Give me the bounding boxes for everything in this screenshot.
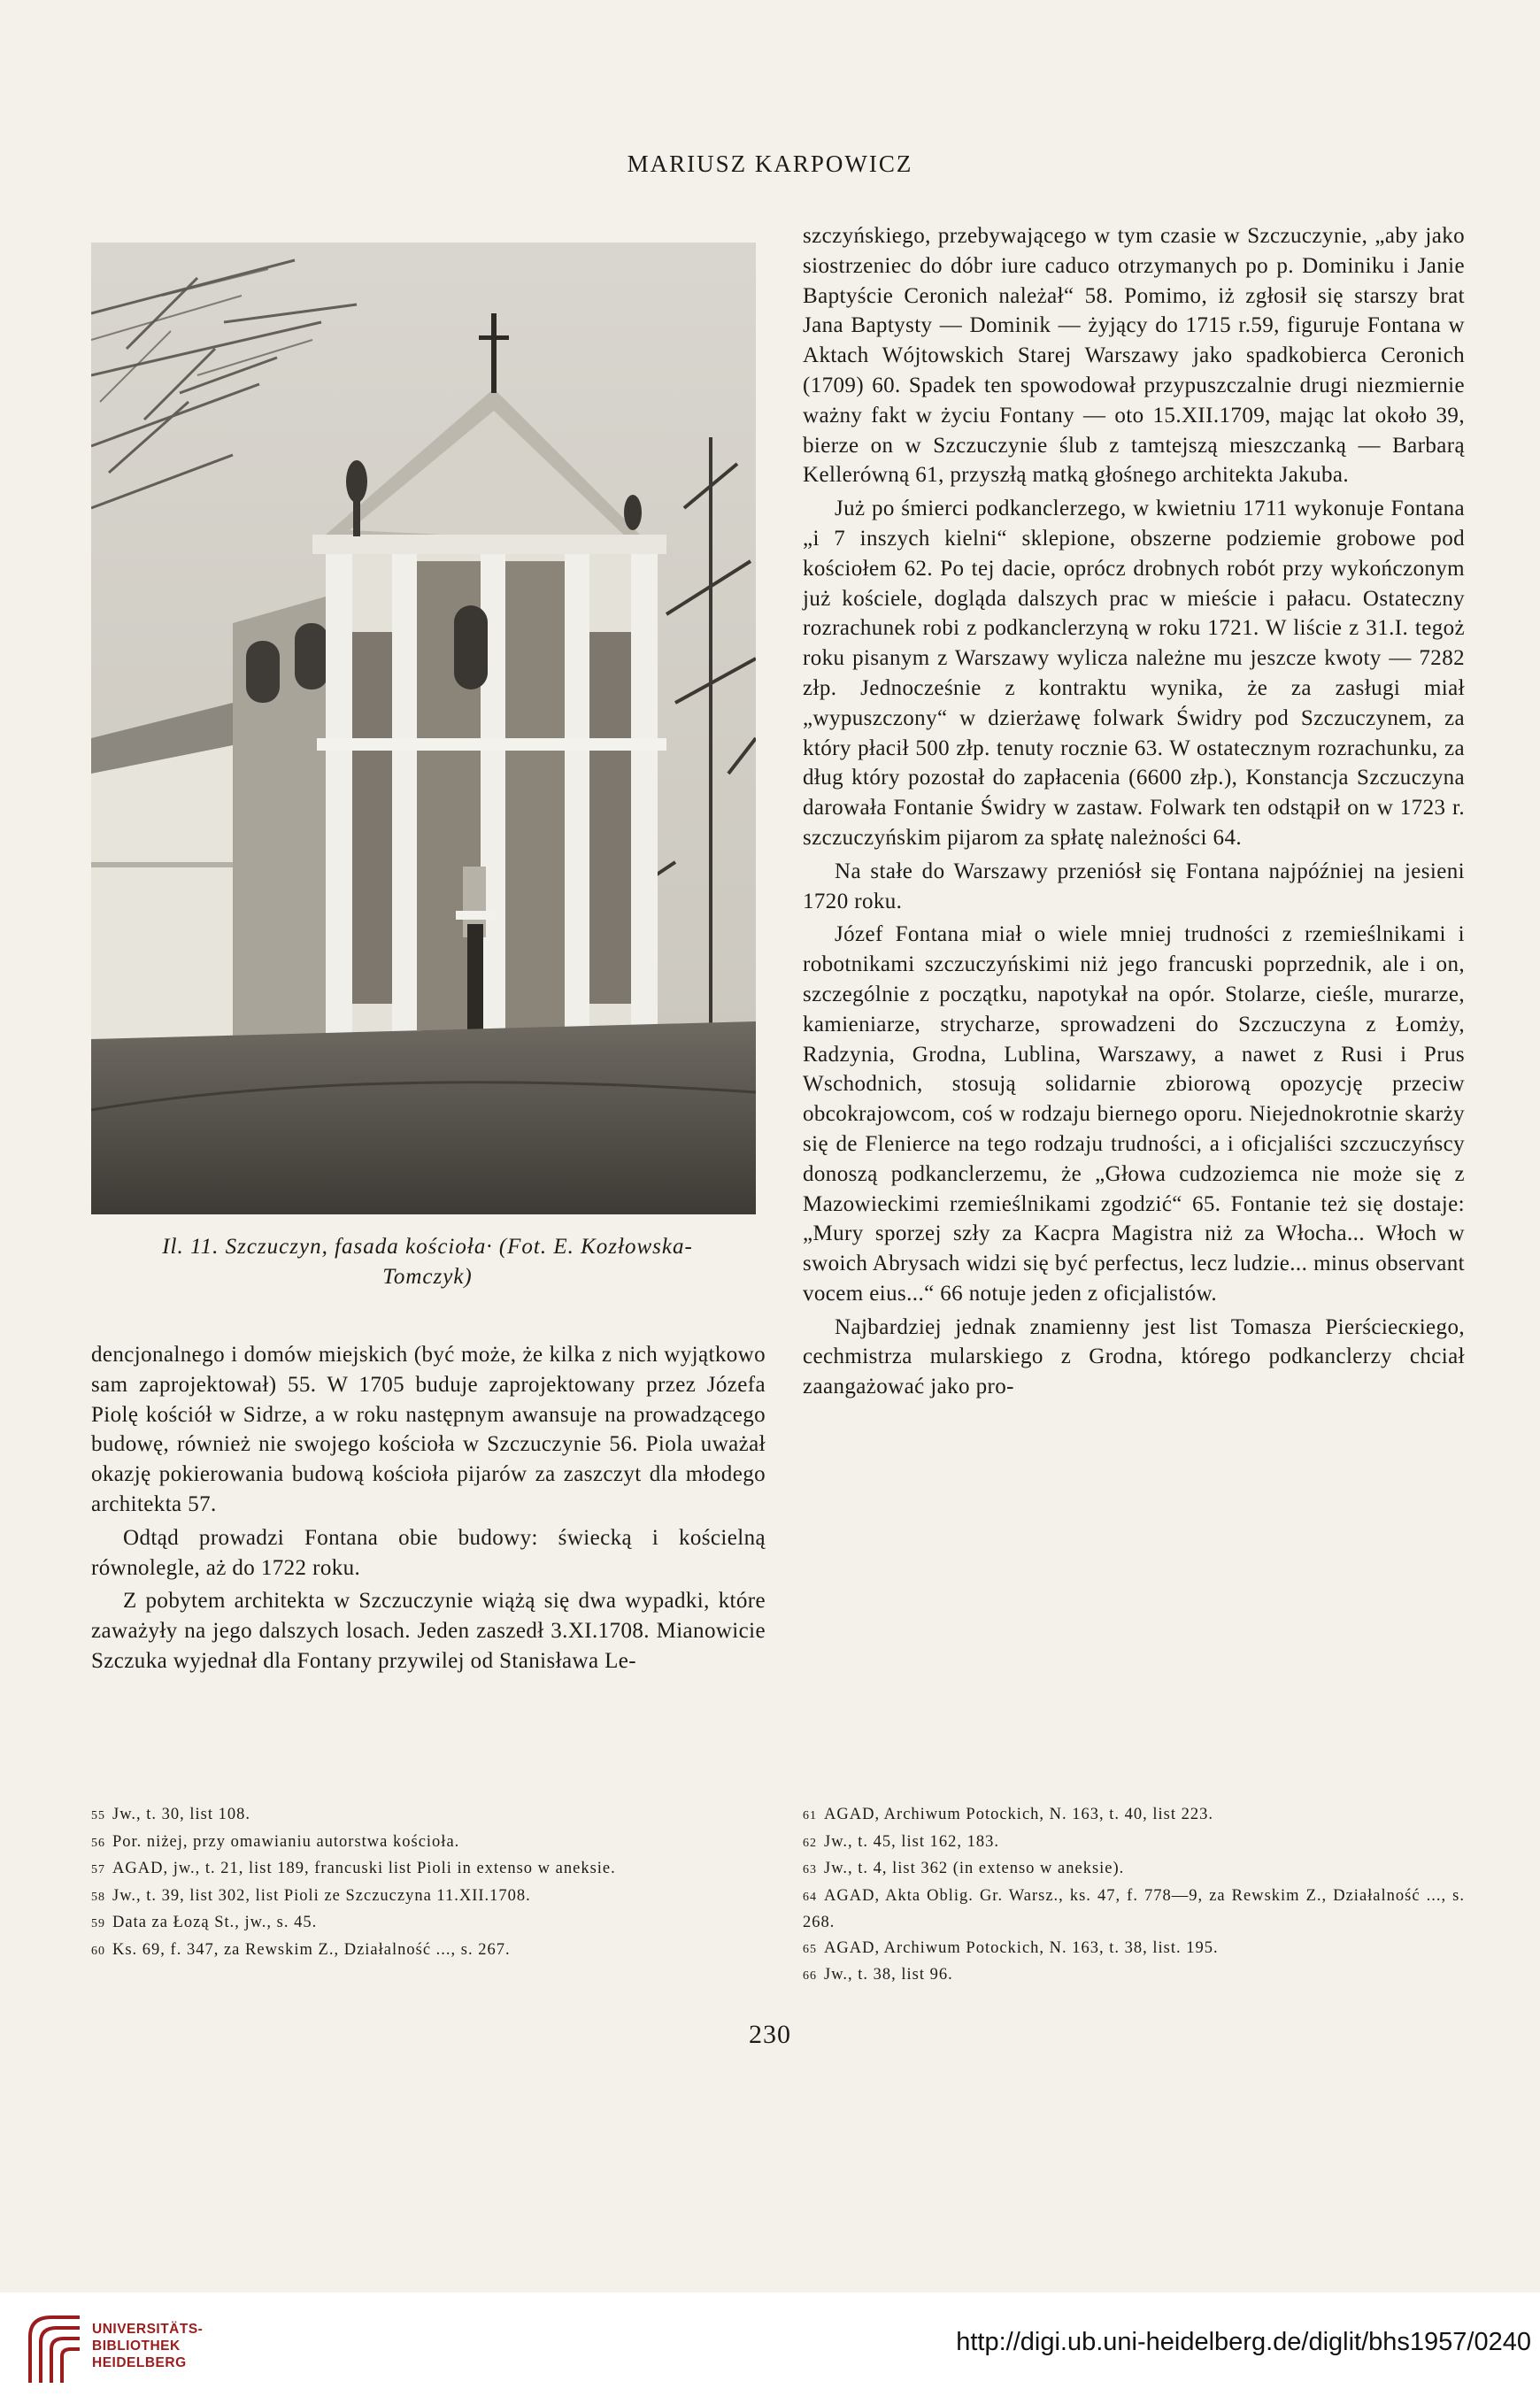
library-logo-icon xyxy=(25,2310,87,2386)
footnote xyxy=(803,1936,1465,1963)
caption-line: Tomczyk) xyxy=(382,1265,473,1289)
footnote xyxy=(803,1802,1465,1830)
footnotes-left xyxy=(91,1802,766,1964)
footnote xyxy=(91,1910,766,1938)
paragraph: Najbardziej jednak znamienny jest list Tomasza Pierściecкiego, cechmistrza mularskiego z Grodna, którego podkanclerzy chciał zaangażować jako pro- xyxy=(803,1314,1465,1399)
footnote xyxy=(803,1856,1465,1884)
left-text-column xyxy=(91,1340,766,1676)
footnote xyxy=(803,1962,1465,1990)
footnote-text: Jw., t. 39, list 302, list Pioli ze Szczuczyna 11.XII.1708. xyxy=(112,1886,531,1905)
footnotes-right xyxy=(803,1802,1465,1990)
footnote-text: AGAD, Archiwum Potockich, N. 163, t. 40, list 223. xyxy=(824,1806,1214,1823)
footnote-number: 63 xyxy=(803,1863,817,1876)
footnote-text: AGAD, Archiwum Potockich, N. 163, t. 38, list. 195. xyxy=(824,1938,1219,1957)
footnote-text: Por. niżej, przy omawianiu autorstwa kościoła. xyxy=(112,1832,460,1851)
footnote-number: 66 xyxy=(803,1969,817,1983)
footnote-number: 60 xyxy=(91,1944,105,1958)
footnote-number: 61 xyxy=(803,1809,817,1822)
footnote-number: 59 xyxy=(91,1917,105,1930)
paragraph: Z pobytem architekta w Szczuczynie wiążą się dwa wypadki, które zaważyły na jego dalszych losach. Jeden zaszedł 3.XI.1708. Mianowicie Szczuka wyjednał dla Fontany przywilej od Stanisława Le- xyxy=(91,1589,766,1673)
paragraph: szczyńskiego, przebywającego w tym czasie w Szczuczynie, „aby jako siostrzeniec do dóbr iure caduco otrzymanych po p. Dominiku i Janie Baptyście Ceronich należał“ 58. Pomimo, iż zgłosił się starszy brat Jana Baptysty — Dominik — żyjący do 1715 r.59, figuruje Fontana w Aktach Wójtowskich Starej Warszawy jako spadkobierca Ceronich (1709) 60. Spadek ten spowodował przypuszczalnie drugi niezmiernie ważny fakt w życiu Fontany — oto 15.XII.1709, mając lat około 39, bierze on w Szczuczynie ślub z tamtejszą mieszczanką — Barbarą Kellerówną 61, przyszłą matką głośnego architekta Jakuba. xyxy=(803,224,1465,488)
paragraph: dencjonalnego i domów miejskich (być może, że kilka z nich wyjątkowo sam zaprojektował) 55. W 1705 buduje zaprojektowany przez Józefa Piolę kościół w Sidrze, a w roku następnym awansuje na prowadzącego budowę, również nie swojego kościoła w Szczuczynie 56. Piola uważał okazję pokierowania budową kościoła pijarów za zaszczyt dla młodego architekta 57. xyxy=(91,1343,766,1516)
footnote xyxy=(803,1884,1465,1936)
paragraph: Już po śmierci podkanclerzego, w kwietniu 1711 wykonuje Fontana „i 7 inszych kielni“ sklepione, obszerne podziemie grobowe pod kościołem 62. Po tej dacie, oprócz drobnych robót przy wykończonym już kościele, dogląda dalszych prac w mieście i pałacu. Ostateczny rozrachunek robi z podkanclerzyną w roku 1721. W liście z 31.I. tegoż roku pisanym z Warszawy wylicza należne mu jeszcze kwoty — 7282 złp. Jednocześnie z kontraktu wynika, że za zasługi miał „wypuszczony“ w dzierżawę folwark Świdry pod Szczuczynem, za który płacił 500 złp. tenuty rocznie 63. W ostatecznym rozrachunku, za dług który pozostał do zapłacenia (6600 złp.), Konstancja Szczuczyna darowała Fontanie Świdry w zastaw. Folwark ten odstąpił on w 1723 r. szczuczyńskim pijarom za spłatę należności 64. xyxy=(803,497,1465,850)
footnote-text: AGAD, jw., t. 21, list 189, francuski list Pioli in extenso w aneksie. xyxy=(112,1860,616,1877)
footnote xyxy=(91,1830,766,1857)
caption-line: Il. 11. Szczuczyn, fasada kościoła· (Fot. E. Kozłowska- xyxy=(162,1235,693,1259)
footnote xyxy=(91,1856,766,1884)
source-url-link[interactable]: http://digi.ub.uni-heidelberg.de/diglit/bhs1957/0240 xyxy=(956,2328,1531,2356)
paragraph: Na stałe do Warszawy przeniósł się Fontana najpóźniej na jesieni 1720 roku. xyxy=(803,859,1465,913)
paragraph: Odtąd prowadzi Fontana obie budowy: świecką i kościelną równolegle, aż do 1722 roku. xyxy=(91,1525,766,1580)
paragraph: Józef Fontana miał o wiele mniej trudności z rzemieślnikami i robotnikami szczuczyńskimi niż jego francuski poprzednik, ale i on, szczególnie z początku, napotykał na opór. Stolarze, cieśle, murarze, kamieniarze, strycharze, sprowadzeni do Szczuczyna z Łomży, Radzynia, Grodna, Lublina, Warszawy, a nawet z Rusi i Prus Wschodnich, stosują solidarnie zbiorową opozycję przeciw obcokrajowcom, coś w rodzaju biernego oporu. Niejednokrotnie skarży się de Flenierce na tego rodzaju trudności, a i oficjaliści szczuczyńscy donoszą podkanclerzemu, że „Głowa cudzoziemca nie może się z Mazowieckimi rzemieślnikami zgodzić“ 65. Fontanie też się dostaje: „Mury sporzej szły za Kacpra Magistra niż za Włocha... Włoch w swoich Abrysach widzi się być perfectus, lecz ludzie... minus observant vocem eius...“ 66 notuje jeden z oficjalistów. xyxy=(803,922,1465,1306)
running-head: MARIUSZ KARPOWICZ xyxy=(627,150,913,177)
footnote xyxy=(91,1802,766,1830)
footer-bar xyxy=(0,2292,1540,2404)
footnote-text: Ks. 69, f. 347, za Rewskim Z., Działalność ..., s. 267. xyxy=(112,1940,511,1959)
library-name-line: UNIVERSITÄTS- xyxy=(92,2322,204,2337)
footnote xyxy=(91,1938,766,1965)
page-number: 230 xyxy=(749,2020,791,2049)
footnote-text: Jw., t. 4, list 362 (in extenso w aneksie). xyxy=(824,1860,1125,1877)
footnote-number: 56 xyxy=(91,1836,105,1850)
footnote-text: Jw., t. 45, list 162, 183. xyxy=(824,1832,999,1851)
footnote-number: 64 xyxy=(803,1890,817,1904)
library-name xyxy=(92,2321,203,2371)
footnote-number: 65 xyxy=(803,1942,817,1956)
figure-caption xyxy=(91,1232,764,1292)
footnote-text: Jw., t. 30, list 108. xyxy=(112,1806,250,1823)
footnote-number: 62 xyxy=(803,1836,817,1850)
footnote-text: AGAD, Akta Oblig. Gr. Warsz., ks. 47, f. 778—9, za Rewskim Z., Działalność ..., s. 268. xyxy=(803,1886,1465,1931)
footnote-text: Data za Łozą St., jw., s. 45. xyxy=(112,1914,318,1931)
footnote xyxy=(91,1884,766,1911)
footnote-number: 58 xyxy=(91,1890,105,1904)
footnote-number: 57 xyxy=(91,1863,105,1876)
right-text-column xyxy=(803,221,1465,1402)
footnote-number: 55 xyxy=(91,1809,105,1822)
library-name-line: HEIDELBERG xyxy=(92,2355,187,2370)
church-facade-photo xyxy=(91,243,756,1214)
footnote xyxy=(803,1830,1465,1857)
library-name-line: BIBLIOTHEK xyxy=(92,2339,181,2354)
footnote-text: Jw., t. 38, list 96. xyxy=(824,1966,953,1984)
